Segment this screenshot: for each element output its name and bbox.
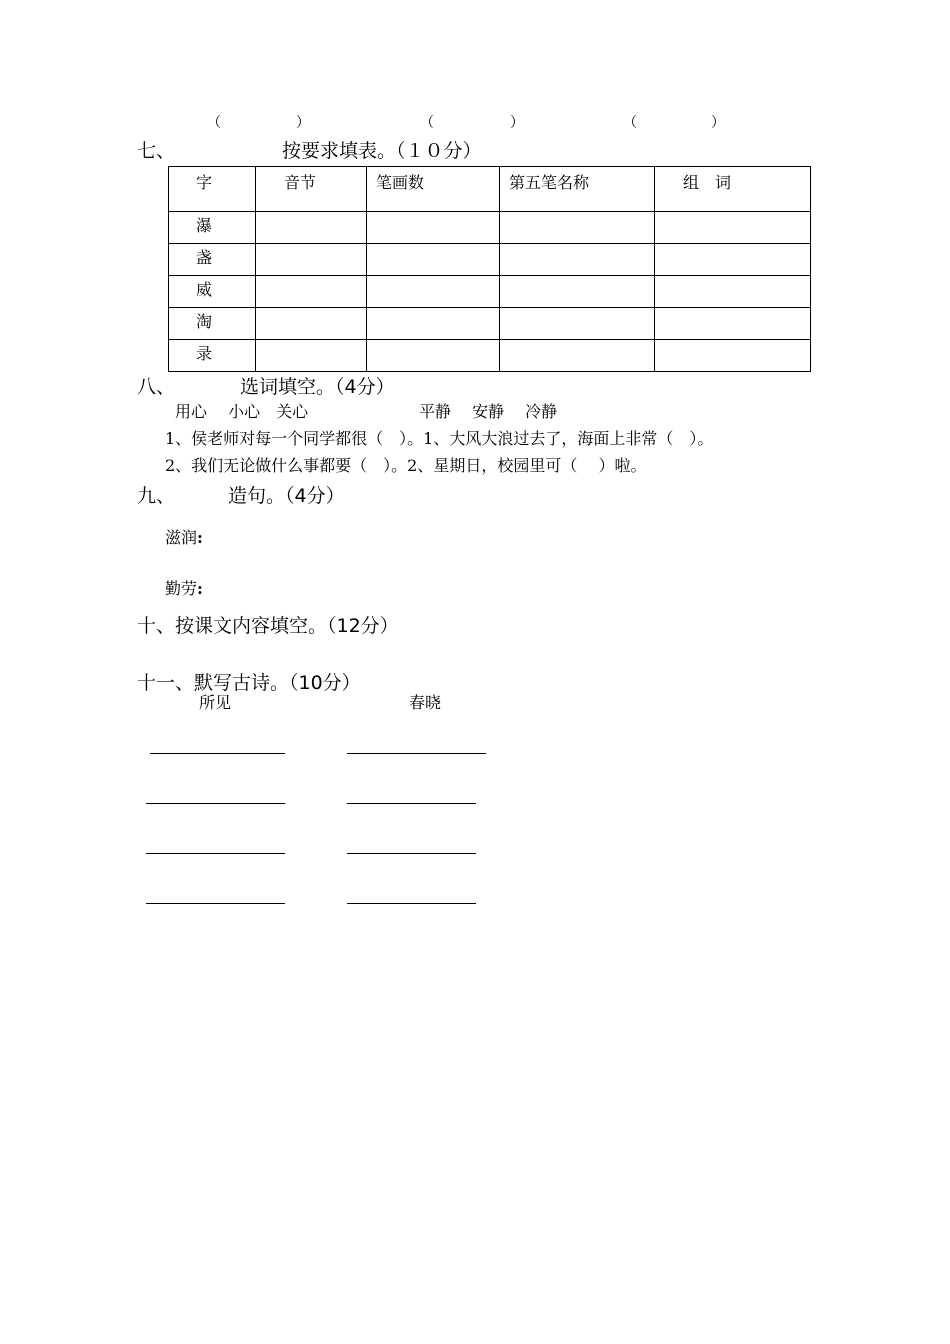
section7-title: 按要求填表。（１０分） xyxy=(282,140,482,162)
colon-mark: : xyxy=(197,528,203,547)
blank-cell[interactable] xyxy=(500,212,655,244)
blank-cell[interactable] xyxy=(655,244,811,276)
writing-line[interactable] xyxy=(347,753,486,754)
blank-cell[interactable] xyxy=(256,276,367,308)
poem-title-2: 春晓 xyxy=(409,693,442,712)
sentence-word-2: 勤劳: xyxy=(165,579,203,598)
sentence-word-1: 滋润: xyxy=(165,528,203,547)
colon-mark: : xyxy=(197,579,203,598)
fill-table xyxy=(168,166,811,372)
writing-line[interactable] xyxy=(347,803,476,804)
section9-number: 九、 xyxy=(137,485,176,507)
word-group-1: 用心 小心 关心 xyxy=(175,402,309,421)
blank-cell[interactable] xyxy=(500,244,655,276)
blank-cell[interactable] xyxy=(367,340,500,372)
writing-line[interactable] xyxy=(347,903,476,904)
char-cell: 威 xyxy=(169,276,256,308)
blank-cell[interactable] xyxy=(500,276,655,308)
blank-cell[interactable] xyxy=(655,212,811,244)
header-cell: 笔画数 xyxy=(367,167,500,212)
char-cell: 录 xyxy=(169,340,256,372)
table-row xyxy=(169,244,811,276)
paren-open-3: （ xyxy=(623,115,637,131)
writing-line[interactable] xyxy=(347,853,476,854)
blank-cell[interactable] xyxy=(655,340,811,372)
table-row xyxy=(169,340,811,372)
section8-title: 选词填空。（4分） xyxy=(240,376,395,398)
header-cell: 字 xyxy=(169,167,256,212)
writing-line[interactable] xyxy=(146,903,285,904)
char-cell: 盏 xyxy=(169,244,256,276)
writing-line[interactable] xyxy=(150,753,285,754)
section10-title: 十、按课文内容填空。（12分） xyxy=(137,615,399,637)
fill-sentence-1: 1、侯老师对每一个同学都很（ ）。1、大风大浪过去了，海面上非常（ ）。 xyxy=(165,429,714,448)
paren-close-3: ） xyxy=(711,115,725,131)
section11-title: 十一、默写古诗。（10分） xyxy=(137,672,361,694)
paren-open-2: （ xyxy=(420,115,434,131)
blank-cell[interactable] xyxy=(256,308,367,340)
section9-title: 造句。（4分） xyxy=(228,485,345,507)
paren-open-1: （ xyxy=(207,115,221,131)
paren-close-1: ） xyxy=(296,115,310,131)
header-cell: 音节 xyxy=(256,167,367,212)
char-cell: 淘 xyxy=(169,308,256,340)
table-header-row xyxy=(169,167,811,212)
writing-line[interactable] xyxy=(146,853,285,854)
blank-cell[interactable] xyxy=(500,340,655,372)
blank-cell[interactable] xyxy=(256,244,367,276)
word-group-2: 平静 安静 冷静 xyxy=(419,402,558,421)
fill-sentence-2: 2、我们无论做什么事都要（ ）。2、星期日，校园里可（ ）啦。 xyxy=(165,456,647,475)
header-cell: 组 词 xyxy=(655,167,811,212)
table-row xyxy=(169,276,811,308)
blank-cell[interactable] xyxy=(655,276,811,308)
table-row xyxy=(169,308,811,340)
writing-line[interactable] xyxy=(146,803,285,804)
poem-title-1: 所见 xyxy=(199,693,232,712)
table-row xyxy=(169,212,811,244)
blank-cell[interactable] xyxy=(500,308,655,340)
blank-cell[interactable] xyxy=(655,308,811,340)
section7-number: 七、 xyxy=(137,140,176,162)
blank-cell[interactable] xyxy=(256,340,367,372)
blank-cell[interactable] xyxy=(256,212,367,244)
blank-cell[interactable] xyxy=(367,276,500,308)
section8-number: 八、 xyxy=(137,376,176,398)
blank-cell[interactable] xyxy=(367,244,500,276)
char-cell: 瀑 xyxy=(169,212,256,244)
header-cell: 第五笔名称 xyxy=(500,167,655,212)
paren-close-2: ） xyxy=(510,115,524,131)
blank-cell[interactable] xyxy=(367,308,500,340)
blank-cell[interactable] xyxy=(367,212,500,244)
